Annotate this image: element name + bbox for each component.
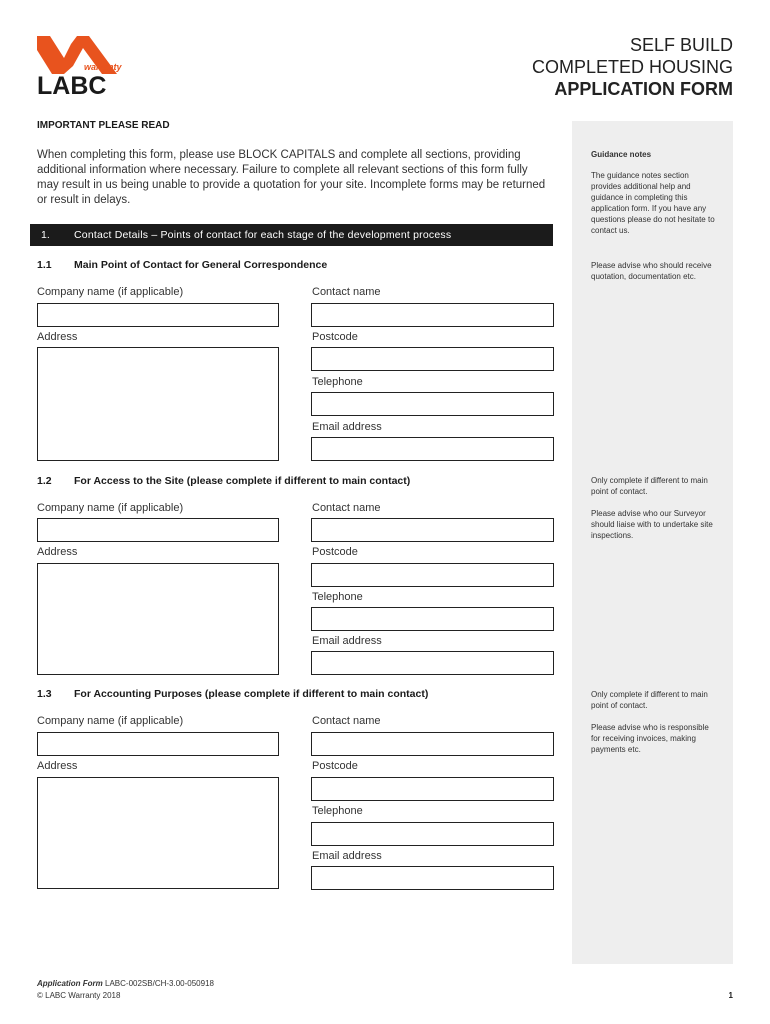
guidance-note-1-3a: Only complete if different to main point of contact.: [591, 690, 708, 710]
labc-warranty-logo: [37, 34, 125, 100]
footer-copyright: © LABC Warranty 2018: [37, 991, 121, 1000]
subsection-number: 1.3: [37, 688, 52, 700]
email-label: Email address: [312, 850, 382, 862]
contact-label: Contact name: [312, 286, 381, 298]
title-line-1: SELF BUILD: [629, 35, 733, 55]
page-number: 1: [728, 991, 733, 1000]
subsection-title: For Accounting Purposes (please complete if different to main contact): [74, 688, 429, 700]
address-label: Address: [37, 331, 78, 343]
postcode-label: Postcode: [312, 760, 358, 772]
section-number: 1.: [41, 229, 50, 241]
company-name-input-1-3[interactable]: [37, 732, 279, 756]
company-name-input-1-1[interactable]: [37, 303, 279, 327]
email-input-1-3[interactable]: [311, 866, 554, 890]
postcode-label: Postcode: [312, 331, 358, 343]
contact-name-input-1-1[interactable]: [311, 303, 554, 327]
page-title: APPLICATION FORM: [554, 79, 733, 99]
logo-brand: LABC: [37, 72, 107, 100]
guidance-note-1-1: Please advise who should receive quotation, documentation etc.: [591, 261, 712, 281]
address-input-1-2[interactable]: [37, 563, 279, 675]
guidance-intro: The guidance notes section provides additional help and guidance in completing this application form. If you have any questions please do not hesitate to contact us.: [591, 171, 715, 235]
company-label: Company name (if applicable): [37, 502, 184, 514]
guidance-sidebar: [572, 121, 733, 964]
postcode-input-1-3[interactable]: [311, 777, 554, 801]
intro-paragraph: When completing this form, please use BLOCK CAPITALS and complete all sections, providing additional information where necessary. Failure to complete all relevant sections of this form fully may result in us being unable to provide a quotation for your site. Incomplete forms may be returned or result in delays.: [37, 149, 546, 206]
subsection-number: 1.1: [37, 259, 52, 271]
guidance-note-1-3b: Please advise who is responsible for receiving invoices, making payments etc.: [591, 723, 709, 754]
email-input-1-1[interactable]: [311, 437, 554, 461]
company-label: Company name (if applicable): [37, 715, 184, 727]
section-header: [30, 224, 553, 246]
address-label: Address: [37, 546, 78, 558]
guidance-heading: Guidance notes: [591, 150, 652, 159]
postcode-label: Postcode: [312, 546, 358, 558]
contact-label: Contact name: [312, 715, 381, 727]
email-label: Email address: [312, 421, 382, 433]
guidance-note-1-2b: Please advise who our Surveyor should liaise with to undertake site inspections.: [591, 509, 713, 540]
telephone-input-1-1[interactable]: [311, 392, 554, 416]
logo-tagline: warranty: [84, 62, 122, 72]
email-label: Email address: [312, 635, 382, 647]
footer-form-ref: [37, 979, 214, 988]
company-label: Company name (if applicable): [37, 286, 184, 298]
postcode-input-1-2[interactable]: [311, 563, 554, 587]
footer-form-label: Application Form: [37, 979, 103, 988]
address-input-1-1[interactable]: [37, 347, 279, 461]
contact-name-input-1-3[interactable]: [311, 732, 554, 756]
subsection-title: Main Point of Contact for General Correspondence: [74, 259, 328, 271]
subsection-number: 1.2: [37, 475, 52, 487]
address-label: Address: [37, 760, 78, 772]
important-heading: IMPORTANT PLEASE READ: [37, 120, 170, 131]
contact-label: Contact name: [312, 502, 381, 514]
contact-name-input-1-2[interactable]: [311, 518, 554, 542]
section-title: Contact Details – Points of contact for each stage of the development process: [74, 229, 452, 241]
company-name-input-1-2[interactable]: [37, 518, 279, 542]
subsection-title: For Access to the Site (please complete if different to main contact): [74, 475, 411, 487]
email-input-1-2[interactable]: [311, 651, 554, 675]
telephone-label: Telephone: [312, 591, 363, 603]
telephone-label: Telephone: [312, 805, 363, 817]
footer-form-code: LABC-002SB/CH-3.00-050918: [105, 979, 214, 988]
telephone-label: Telephone: [312, 376, 363, 388]
guidance-note-1-2a: Only complete if different to main point of contact.: [591, 476, 708, 496]
postcode-input-1-1[interactable]: [311, 347, 554, 371]
address-input-1-3[interactable]: [37, 777, 279, 889]
telephone-input-1-3[interactable]: [311, 822, 554, 846]
telephone-input-1-2[interactable]: [311, 607, 554, 631]
title-line-2: COMPLETED HOUSING: [531, 57, 733, 77]
